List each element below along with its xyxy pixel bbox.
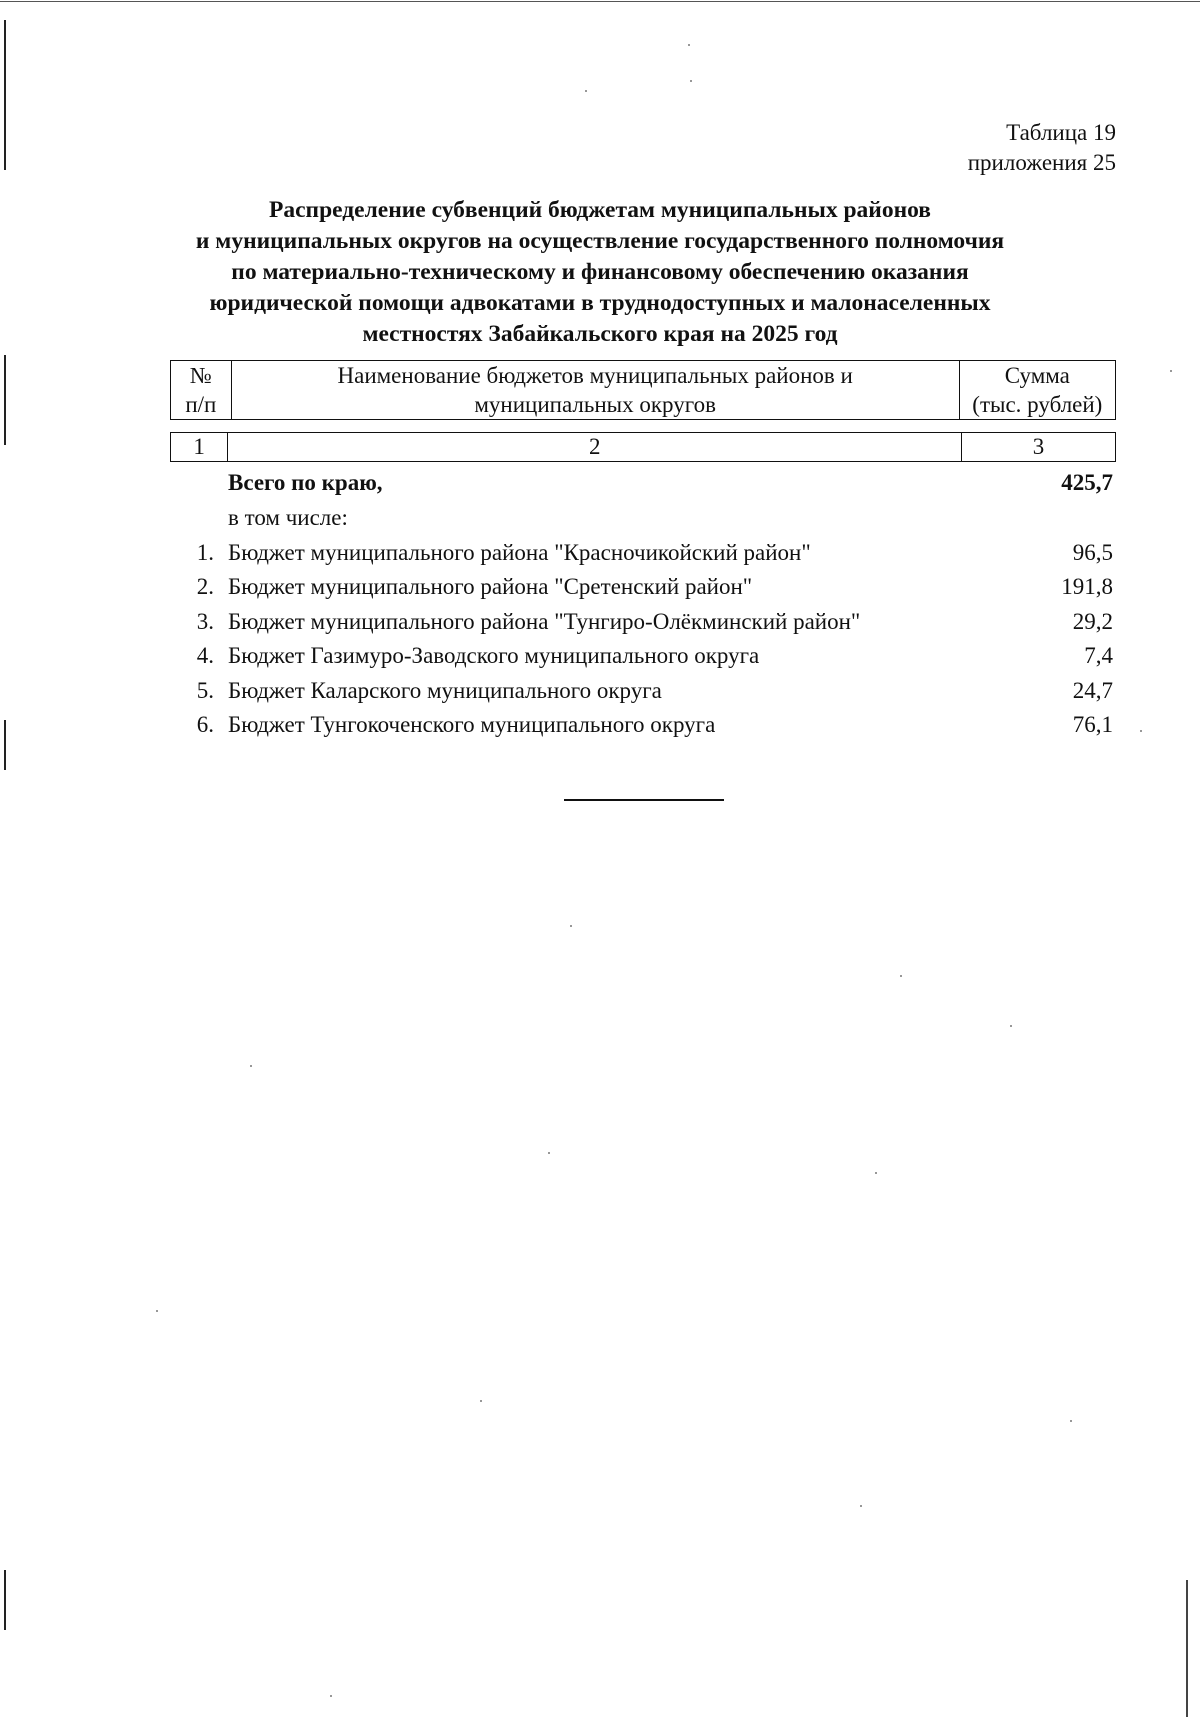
scan-edge-top (0, 1, 1200, 2)
scan-edge-left (4, 1570, 6, 1630)
table-reference (968, 118, 1116, 178)
scan-edge-left (4, 20, 6, 170)
header-sum (959, 361, 1115, 420)
column-number: 2 (228, 433, 962, 462)
scan-speck (330, 1695, 332, 1697)
row-value: 191,8 (1061, 574, 1113, 599)
header-sum-line: (тыс. рублей) (972, 392, 1103, 417)
row-name: Бюджет Каларского муниципального округа (228, 677, 662, 703)
total-label: Всего по краю, (228, 470, 383, 495)
scan-speck (480, 1400, 482, 1402)
header-name-line: Наименование бюджетов муниципальных районов и (337, 363, 853, 388)
table-row (170, 674, 1116, 709)
row-number: 5. (196, 677, 214, 703)
row-number: 3. (196, 608, 214, 634)
title-line: Распределение субвенций бюджетам муниципальных районов (269, 197, 931, 223)
row-name: Бюджет Газимуро-Заводского муниципального округа (228, 643, 760, 668)
document-title (150, 195, 1050, 350)
scan-edge-left (4, 720, 6, 770)
table-body (170, 465, 1116, 743)
table-number: Таблица 19 (1006, 120, 1116, 145)
scan-speck (860, 1505, 862, 1507)
scan-speck (1140, 730, 1142, 732)
row-value: 76,1 (1072, 712, 1113, 737)
table-row (170, 570, 1116, 605)
title-line: и муниципальных округов на осуществление государственного полномочия (195, 228, 1005, 254)
scan-speck (900, 975, 902, 977)
row-value: 7,4 (1084, 643, 1113, 668)
row-number: 1. (196, 539, 214, 565)
scan-speck (548, 1152, 550, 1154)
end-divider (564, 799, 724, 801)
column-number: 1 (171, 433, 228, 462)
scan-speck (690, 80, 692, 82)
row-number: 2. (196, 574, 214, 599)
scan-edge-right (1186, 1580, 1188, 1717)
title-line: юридической помощи адвокатами в труднодоступных и малонаселенных (209, 290, 991, 316)
title-line: по материально-техническому и финансовому обеспечению оказания (231, 259, 969, 285)
scan-speck (585, 90, 587, 92)
table-row (170, 708, 1116, 743)
scan-speck (250, 1065, 252, 1067)
column-numbers (170, 432, 1116, 462)
table-row (170, 639, 1116, 674)
row-name: Бюджет Тунгокоченского муниципального округа (228, 712, 716, 737)
row-number: 4. (196, 643, 214, 668)
subtotal-label-row (170, 501, 1116, 536)
row-number: 6. (196, 712, 214, 737)
header-num-line: п/п (185, 392, 217, 417)
scan-speck (156, 1310, 158, 1312)
table-header (170, 360, 1116, 420)
total-row (170, 465, 1116, 501)
header-sum-line: Сумма (1004, 363, 1070, 388)
scan-speck (1010, 1025, 1012, 1027)
scan-speck (1070, 1420, 1072, 1422)
header-name (231, 361, 959, 420)
scan-speck (688, 44, 690, 46)
row-name: Бюджет муниципального района "Тунгиро-Олёкминский район" (228, 608, 861, 634)
row-name: Бюджет муниципального района "Сретенский район" (228, 574, 753, 599)
header-num-line: № (189, 363, 212, 388)
row-value: 29,2 (1072, 608, 1113, 634)
row-name: Бюджет муниципального района "Красночикойский район" (228, 539, 811, 565)
table-row (170, 536, 1116, 571)
header-num (171, 361, 232, 420)
scan-edge-left (4, 355, 6, 445)
appendix-number: приложения 25 (967, 150, 1116, 175)
table-row (170, 605, 1116, 640)
title-line: местностях Забайкальского края на 2025 год (362, 321, 838, 347)
scan-speck (570, 925, 572, 927)
scan-speck (1170, 370, 1172, 372)
header-name-line: муниципальных округов (474, 392, 716, 417)
scan-speck (875, 1172, 877, 1174)
row-value: 96,5 (1072, 539, 1113, 565)
total-value: 425,7 (1061, 470, 1113, 495)
sub-label: в том числе: (228, 505, 348, 530)
column-number: 3 (962, 433, 1116, 462)
row-value: 24,7 (1072, 677, 1113, 703)
